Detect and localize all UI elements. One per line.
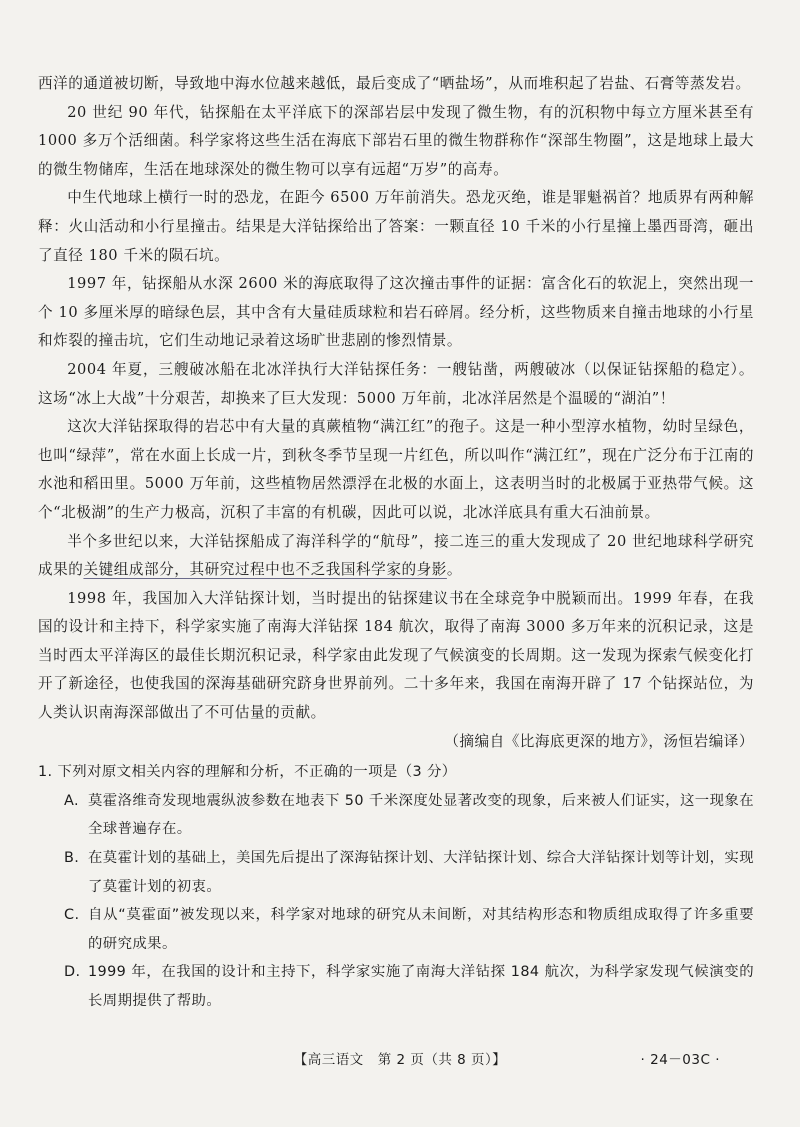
question-1 [38, 758, 754, 1015]
paragraph-1997-evidence: 1997 年，钻探船从水深 2600 米的海底取得了这次撞击事件的证据：富含化石的软泥上，突然出现一个 10 多厘米厚的暗绿色层，其中含有大量硅质球粒和岩石碎屑。经分析，这些物质来自撞击地球的小行星和炸裂的撞击坑，它们生动地记录着这场旷世悲剧的惨烈情景。 [38, 275, 754, 350]
option-text: 自从“莫霍面”被发现以来，科学家对地球的研究从未间断，对其结构形态和物质组成取得了许多重要的研究成果。 [88, 907, 754, 952]
paragraph-drilling-ship-end: 。 [446, 561, 463, 579]
option-letter: C. [64, 907, 80, 924]
footer-exam-code: · 24－03C · [640, 1052, 720, 1068]
option-a [64, 787, 754, 844]
option-text: 1999 年，在我国的设计和主持下，科学家实施了南海大洋钻探 184 航次，为科学家发现气候演变的长周期提供了帮助。 [88, 964, 754, 1009]
option-d [64, 958, 754, 1015]
option-letter: D. [64, 964, 81, 981]
option-text: 莫霍洛维奇发现地震纵波参数在地表下 50 千米深度处显著改变的现象，后来被人们证实，这一现象在全球普遍存在。 [88, 792, 754, 838]
paragraph-2004-arctic: 2004 年夏，三艘破冰船在北冰洋执行大洋钻探任务：一艘钻凿，两艘破冰（以保证钻探船的稳定）。这场“冰上大战”十分艰苦，却换来了巨大发现：5000 万年前，北冰洋居然是个温暖的“湖泊”！ [38, 360, 754, 407]
paragraph-microbes: 20 世纪 90 年代，钻探船在太平洋底下的深部岩层中发现了微生物，有的沉积物中每立方厘米甚至有 1000 多万个活细菌。科学家将这些生活在海底下部岩石里的微生物群称作“深部生物圈”，这是地球上最大的微生物储库，生活在地球深处的微生物可以享有远超“万岁”的高寿。 [38, 103, 754, 178]
paragraph-drilling-ship-lead: 半个多世纪以来，大洋钻探船成了海洋科学的“航母”，接二连三的重大发现成了 20 世纪地球科学研究成果的 [38, 532, 754, 579]
option-b [64, 844, 754, 901]
paragraph-dinosaurs: 中生代地球上横行一时的恐龙，在距今 6500 万年前消失。恐龙灭绝，谁是罪魁祸首？地质界有两种解释：火山活动和小行星撞击。结果是大洋钻探给出了答案：一颗直径 10 千米的小行星撞上墨西哥湾，砸出了直径 180 千米的陨石坑。 [38, 189, 754, 264]
paragraph-azolla: 这次大洋钻探取得的岩芯中有大量的真蕨植物“满江红”的孢子。这是一种小型淳水植物，幼时呈绿色，也叫“绿萍”，常在水面上长成一片，到秋冬季节呈现一片红色，所以叫作“满江红”，现在广泛分布于江南的水池和稻田里。5000 万年前，这些植物居然漂浮在北极的水面上，这表明当时的北极属于亚热带气候。这个“北极湖”的生产力极高，沉积了丰富的有机碳，因此可以说，北冰洋底具有重大石油前景。 [38, 418, 754, 521]
option-c [64, 901, 754, 958]
option-letter: B. [64, 850, 80, 867]
paragraph-1998-china: 1998 年，我国加入大洋钻探计划，当时提出的钻探建议书在全球竞争中脱颖而出。1999 年春，在我国的设计和主持下，科学家实施了南海大洋钻探 184 航次，取得了南海 3000 多万年来的沉积记录，这是当时西太平洋海区的最佳长期沉积记录，科学家由此发现了气候演变的长周期。这一发现为探索气候变化打开了新途径，也使我国的深海基础研究跻身世界前列。二十多年来，我国在南海开辟了 17 个钻探站位，为人类认识南海深部做出了不可估量的贡献。 [38, 589, 754, 722]
underlined-phrase: 关键组成部分，其研究过程中也不乏我国科学家的身影 [83, 561, 447, 579]
question-stem: 1. 下列对原文相关内容的理解和分析，不正确的一项是（3 分） [38, 764, 457, 781]
paragraph-drilling-ship [38, 528, 754, 585]
reading-passage [38, 70, 754, 756]
footer-page-title: 【高三语文 第 2 页（共 8 页）】 [293, 1052, 507, 1068]
option-letter: A. [64, 792, 79, 809]
source-citation: （摘编自《比海底更深的地方》，汤恒岩编译） [444, 732, 754, 750]
paragraph-evaporite: 西洋的通道被切断，导致地中海水位越来越低，最后变成了“晒盐场”，从而堆积起了岩盐、石膏等蒸发岩。 [38, 75, 751, 92]
option-text: 在莫霍计划的基础上，美国先后提出了深海钻探计划、大洋钻探计划、综合大洋钻探计划等计划，实现了莫霍计划的初衷。 [88, 850, 754, 895]
